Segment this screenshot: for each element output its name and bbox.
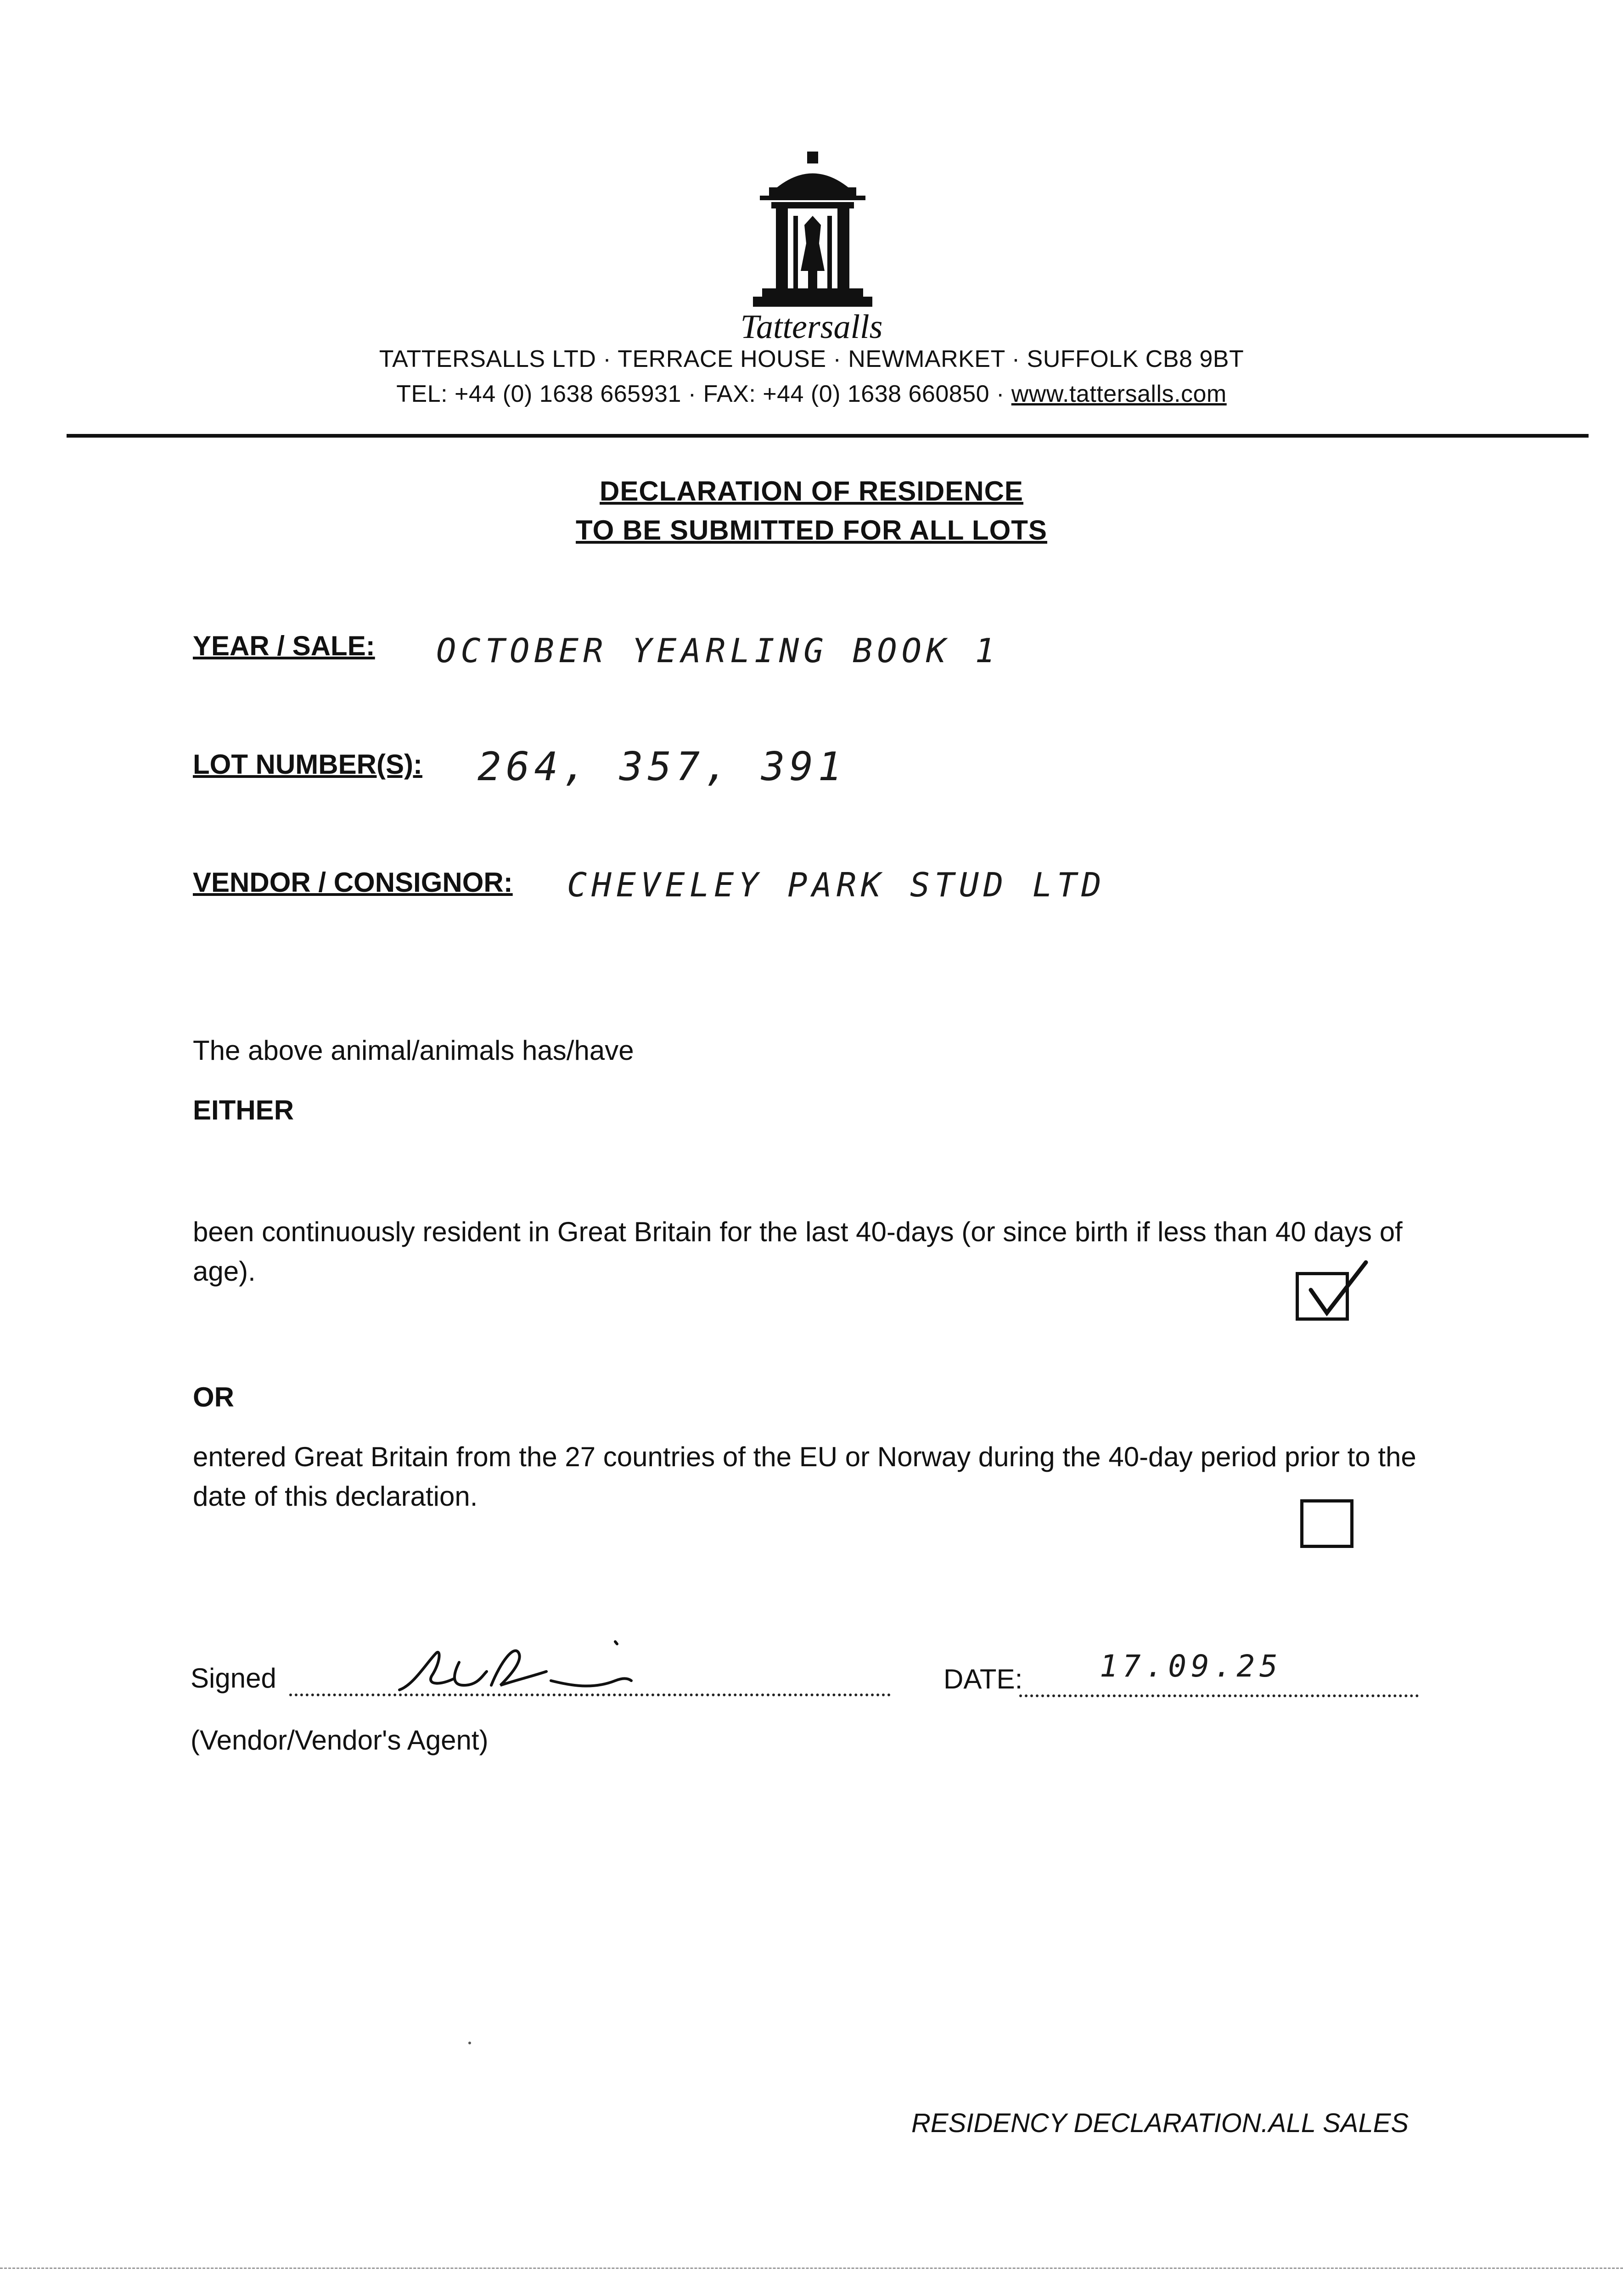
option1-text: been continuously resident in Great Britain for the last 40-days (or since birth if less than 40 days of age). [193,1216,1403,1287]
lot-numbers-value: 264, 357, 391 [477,744,847,790]
year-sale-label: YEAR / SALE: [193,630,375,661]
header-divider [67,434,1589,438]
scan-speck [468,2042,471,2044]
date-label: DATE: [943,1664,1023,1694]
document-title: DECLARATION OF RESIDENCE [600,476,1023,506]
company-address: TATTERSALLS LTD · TERRACE HOUSE · NEWMARKET · SUFFOLK CB8 9BT [379,346,1244,372]
vendor-label: VENDOR / CONSIGNOR: [193,867,513,898]
option2-checkbox[interactable] [1300,1499,1353,1548]
option1-checkbox[interactable] [1296,1272,1349,1321]
lot-numbers-label: LOT NUMBER(S): [193,749,422,780]
option2-text: entered Great Britain from the 27 countries of the EU or Norway during the 40-day period prior to the date of this declaration. [193,1441,1416,1512]
company-contact [275,380,1348,408]
document-subtitle: TO BE SUBMITTED FOR ALL LOTS [576,515,1047,546]
signatory-role: (Vendor/Vendor's Agent) [191,1725,489,1756]
brand-name: Tattersalls [740,308,883,346]
date-value: 17.09.25 [1100,1649,1282,1684]
either-heading: EITHER [193,1095,294,1125]
signed-label: Signed [191,1663,276,1694]
vendor-value: CHEVELEY PARK STUD LTD [567,866,1106,904]
handwritten-signature [395,1635,634,1699]
footer-reference: RESIDENCY DECLARATION.ALL SALES [911,2108,1409,2138]
contact-phone-fax: TEL: +44 (0) 1638 665931 · FAX: +44 (0) 1638 660850 · [396,381,1011,407]
scan-edge [0,2268,1623,2269]
year-sale-value: OCTOBER YEARLING BOOK 1 [436,631,1000,670]
tattersalls-logo [744,152,882,310]
checkmark-icon [1302,1258,1370,1322]
or-heading: OR [193,1382,234,1412]
intro-text: The above animal/animals has/have [193,1035,634,1066]
website-link[interactable]: www.tattersalls.com [1011,381,1227,407]
date-line [1019,1694,1419,1697]
